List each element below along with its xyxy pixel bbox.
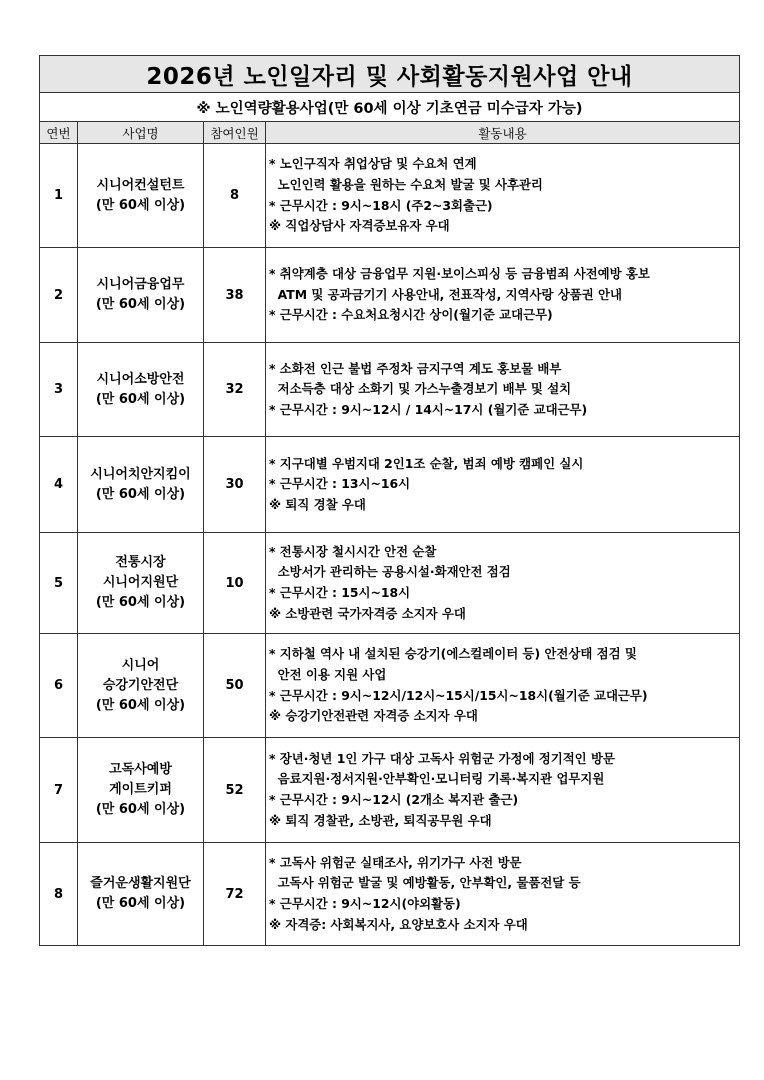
activity-line: * 근무시간 : 9시~12시/12시~15시/15시~18시(월기준 교대근무) — [269, 687, 648, 703]
program-name — [78, 634, 204, 738]
table-row — [40, 437, 740, 533]
row-number: 5 — [40, 533, 78, 634]
page-title: 2026년 노인일자리 및 사회활동지원사업 안내 — [40, 56, 740, 93]
activity-line: 소방서가 관리하는 공용시설·화재안전 점검 — [269, 564, 511, 580]
activity-line: * 근무시간 : 수요처요청시간 상이(월기준 교대근무) — [269, 307, 553, 323]
program-name-line: 시니어지원단 — [102, 575, 179, 590]
row-number: 2 — [40, 248, 78, 343]
program-name — [78, 248, 204, 343]
table-header-row — [40, 122, 740, 144]
row-number: 6 — [40, 634, 78, 738]
program-name-line: 게이트키퍼 — [109, 782, 172, 797]
program-name-line: (만 60세 이상) — [95, 595, 186, 610]
activity-line: * 근무시간 : 13시~16시 — [269, 476, 411, 492]
activity-line: ※ 자격증: 사회복지사, 요양보호사 소지자 우대 — [269, 916, 528, 932]
page-subtitle: ※ 노인역량활용사업(만 60세 이상 기초연금 미수급자 가능) — [40, 93, 740, 122]
activity-line: * 취약계층 대상 금융업무 지원·보이스피싱 등 금융범죄 사전예방 홍보 — [269, 266, 650, 282]
activity-line: ※ 소방관련 국가자격증 소지자 우대 — [269, 605, 466, 621]
activity-description — [266, 634, 740, 738]
program-name — [78, 843, 204, 946]
participant-count: 30 — [204, 437, 266, 533]
table-row — [40, 248, 740, 343]
activity-line: * 노인구직자 취업상담 및 수요처 연계 — [269, 156, 477, 172]
activity-line: * 근무시간 : 9시~12시 / 14시~17시 (월기준 교대근무) — [269, 401, 588, 417]
program-name-line: 시니어컨설턴트 — [96, 177, 185, 193]
program-name-line: 승강기안전단 — [102, 677, 179, 693]
program-name-line: 시니어 — [121, 657, 160, 673]
program-name-line: (만 60세 이상) — [95, 697, 186, 713]
activity-line: 고독사 위험군 발굴 및 예방활동, 안부확인, 물품전달 등 — [269, 875, 581, 891]
activity-description — [266, 248, 740, 343]
table-row — [40, 533, 740, 634]
activity-line: * 전통시장 철시시간 안전 순찰 — [269, 543, 437, 559]
header-desc: 활동내용 — [266, 122, 740, 144]
activity-line: * 근무시간 : 9시~12시(야외활동) — [269, 896, 461, 911]
activity-line: * 지구대별 우범지대 2인1조 순찰, 범죄 예방 캠페인 실시 — [269, 455, 584, 471]
program-name-line: (만 60세 이상) — [95, 391, 186, 407]
activity-line: * 고독사 위험군 실태조사, 위기가구 사전 방문 — [269, 854, 522, 870]
header-count: 참여인원 — [204, 122, 266, 144]
participant-count: 32 — [204, 343, 266, 437]
activity-line: * 근무시간 : 15시~18시 — [269, 585, 411, 600]
activity-line: * 근무시간 : 9시~18시 (주2~3회출근) — [269, 197, 493, 213]
activity-line: 안전 이용 지원 사업 — [269, 666, 387, 682]
participant-count: 50 — [204, 634, 266, 738]
activity-description — [266, 843, 740, 946]
program-name — [78, 533, 204, 634]
program-name-line: 시니어소방안전 — [96, 371, 185, 387]
table-row — [40, 634, 740, 738]
activity-line: 노인인력 활용을 원하는 수요처 발굴 및 사후관리 — [269, 176, 543, 192]
activity-line: 음료지원·정서지원·안부확인·모니터링 기록·복지관 업무지원 — [269, 771, 605, 787]
activity-line: * 근무시간 : 9시~12시 (2개소 복지관 출근) — [269, 792, 519, 807]
program-name-line: (만 60세 이상) — [95, 486, 186, 502]
activity-description — [266, 533, 740, 634]
program-name-line: (만 60세 이상) — [95, 197, 186, 213]
program-name-line: (만 60세 이상) — [95, 802, 186, 817]
program-name — [78, 144, 204, 248]
table-row — [40, 843, 740, 946]
activity-line: ※ 퇴직 경찰관, 소방관, 퇴직공무원 우대 — [269, 812, 492, 828]
participant-count: 10 — [204, 533, 266, 634]
row-number: 8 — [40, 843, 78, 946]
row-number: 3 — [40, 343, 78, 437]
program-name-line: 고독사예방 — [109, 762, 172, 777]
program-table — [39, 55, 740, 946]
activity-description — [266, 343, 740, 437]
activity-line: * 소화전 인근 불법 주정차 금지구역 계도 홍보물 배부 — [269, 360, 562, 376]
row-number: 7 — [40, 738, 78, 843]
program-name — [78, 738, 204, 843]
table-row — [40, 144, 740, 248]
header-name: 사업명 — [78, 122, 204, 144]
row-number: 4 — [40, 437, 78, 533]
program-name-line: 즐거운생활지원단 — [90, 876, 191, 891]
activity-description — [266, 738, 740, 843]
activity-line: ※ 퇴직 경찰 우대 — [269, 496, 366, 512]
program-name — [78, 437, 204, 533]
activity-line: ATM 및 공과금기기 사용안내, 전표작성, 지역사랑 상품권 안내 — [269, 286, 622, 302]
program-name-line: (만 60세 이상) — [95, 896, 186, 911]
activity-line: ※ 직업상담사 자격증보유자 우대 — [269, 218, 450, 234]
participant-count: 72 — [204, 843, 266, 946]
program-name — [78, 343, 204, 437]
participant-count: 52 — [204, 738, 266, 843]
program-name-line: 시니어치안지킴이 — [90, 466, 191, 482]
activity-description — [266, 144, 740, 248]
activity-line: * 지하철 역사 내 설치된 승강기(에스컬레이터 등) 안전상태 점검 및 — [269, 646, 637, 662]
table-row — [40, 738, 740, 843]
activity-line: * 장년·청년 1인 가구 대상 고독사 위험군 가정에 정기적인 방문 — [269, 750, 615, 766]
table-row — [40, 343, 740, 437]
activity-line: ※ 승강기안전관련 자격증 소지자 우대 — [269, 708, 478, 724]
program-name-line: (만 60세 이상) — [95, 297, 186, 312]
participant-count: 8 — [204, 144, 266, 248]
program-name-line: 전통시장 — [115, 555, 166, 570]
activity-description — [266, 437, 740, 533]
row-number: 1 — [40, 144, 78, 248]
header-no: 연번 — [40, 122, 78, 144]
program-name-line: 시니어금융업무 — [96, 277, 185, 292]
activity-line: 저소득층 대상 소화기 및 가스누출경보기 배부 및 설치 — [269, 381, 572, 397]
participant-count: 38 — [204, 248, 266, 343]
